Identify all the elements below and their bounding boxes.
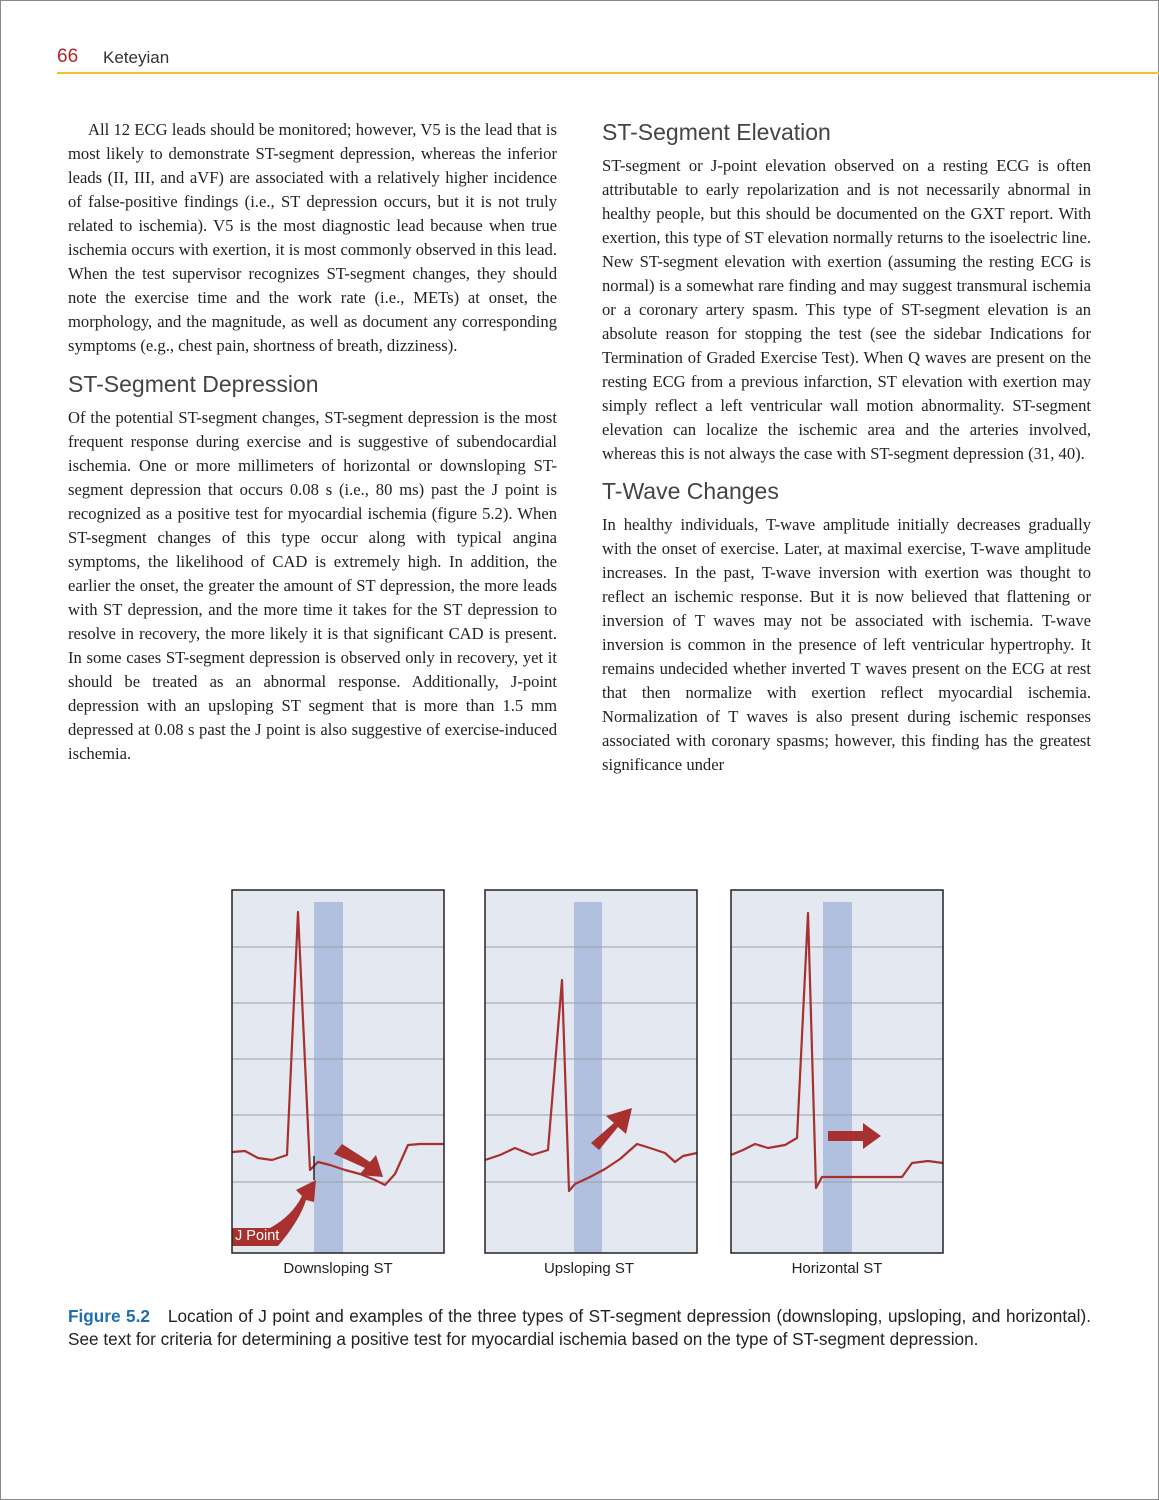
st-window-band (823, 902, 852, 1253)
st-window-band (314, 902, 343, 1253)
panel-downsloping (232, 890, 444, 1253)
panel-horizontal (731, 890, 943, 1253)
st-window-band (574, 902, 602, 1253)
panel-upsloping (485, 890, 697, 1253)
st-depression-paragraph: Of the potential ST-segment changes, ST-segment depression is the most frequent response during exercise and is suggestive of subendocardial ischemia. One or more millimeters of horizontal or downsloping ST-segment depression that occurs 0.08 s (i.e., 80 ms) past the J point is recognized as a positive test for myocardial ischemia (figure 5.2). When ST-segment changes of this type occur along with typical angina symptoms, the likelihood of CAD is extremely high. In addition, the earlier the onset, the greater the amount of ST depression, the more leads with ST depression, and the more time it takes for the ST depression to resolve in recovery, the more likely it is that significant CAD is present. In some cases ST-segment depression is observed only in recovery, yet it should be treated as an abnormal response. Additionally, J-point depression with an upsloping ST segment that is more than 1.5 mm depressed at 0.08 s past the J point is also suggestive of exercise-induced ischemia. (68, 408, 557, 763)
ecg-figure (0, 880, 1159, 1300)
panel-label-upsloping: Upsloping ST (543, 1260, 635, 1277)
t-wave-heading: T-Wave Changes (602, 478, 779, 504)
st-depression-heading: ST-Segment Depression (68, 371, 319, 397)
running-head-author: Keteyian (103, 48, 170, 67)
figure-5-2 (0, 880, 1159, 1300)
panel-label-downsloping: Downsloping ST (283, 1260, 393, 1277)
j-point-label: J Point (235, 1228, 280, 1244)
intro-paragraph: All 12 ECG leads should be monitored; however, V5 is the lead that is most likely to demonstrate ST-segment depression, whereas the inferior leads (II, III, and aVF) are associated with a relatively higher incidence of false-positive findings (i.e., ST depression occurs, but it is not truly related to ischemia). V5 is the most diagnostic lead because when true ischemia occurs with exertion, it is most commonly observed in this lead. When the test supervisor recognizes ST-segment changes, they should note the exercise time and the work rate (i.e., METs) at onset, the morphology, and the magnitude, as well as document any corresponding symptoms (e.g., chest pain, shortness of breath, dizziness). (68, 120, 557, 355)
st-elevation-paragraph: ST-segment or J-point elevation observed on a resting ECG is often attributable to early repolarization and is not necessarily abnormal in healthy people, but this should be documented on the GXT report. With exertion, this type of ST elevation normally returns to the isoelectric line. New ST-segment elevation with exertion (assuming the resting ECG is normal) is a somewhat rare finding and may suggest transmural ischemia or a coronary artery spasm. This type of ST-segment elevation is an absolute reason for stopping the test (see the sidebar Indications for Termination of Graded Exercise Test). When Q waves are present on the resting ECG from a previous infarction, ST elevation with exertion may simply reflect a left ventricular wall motion abnormality. ST-segment elevation can localize the ischemic area and the arteries involved, whereas this is not always the case with ST-segment depression (31, 40). (602, 156, 1091, 463)
right-column (602, 118, 1091, 777)
header-rule (57, 72, 1159, 74)
panel-label-horizontal: Horizontal ST (791, 1260, 883, 1277)
left-column (68, 118, 557, 766)
caption-label: Figure 5.2 (68, 1306, 150, 1326)
st-elevation-heading: ST-Segment Elevation (602, 119, 831, 145)
figure-caption (68, 1305, 1091, 1351)
t-wave-paragraph: In healthy individuals, T-wave amplitude initially decreases gradually with the onset of exercise. Later, at maximal exercise, T-wave amplitude increases. In the past, T-wave inversion with exertion was thought to reflect an ischemic response. But it is now believed that flattening or inversion of T waves may not be associated with ischemia. T-wave inversion is common in the presence of left ventricular hypertrophy. It remains undecided whether inverted T waves present on the ECG at rest that then normalize with exertion reflect myocardial ischemia. Normalization of T waves is also present during ischemic responses associated with coronary spasms; however, this finding has the greatest significance under (602, 515, 1091, 774)
page-number: 66 (57, 46, 79, 67)
caption-text: Location of J point and examples of the three types of ST-segment depression (downsloping, upsloping, and horizontal). See text for criteria for determining a positive test for myocardial ischemia based on the type of ST-segment depression. (68, 1306, 1092, 1349)
